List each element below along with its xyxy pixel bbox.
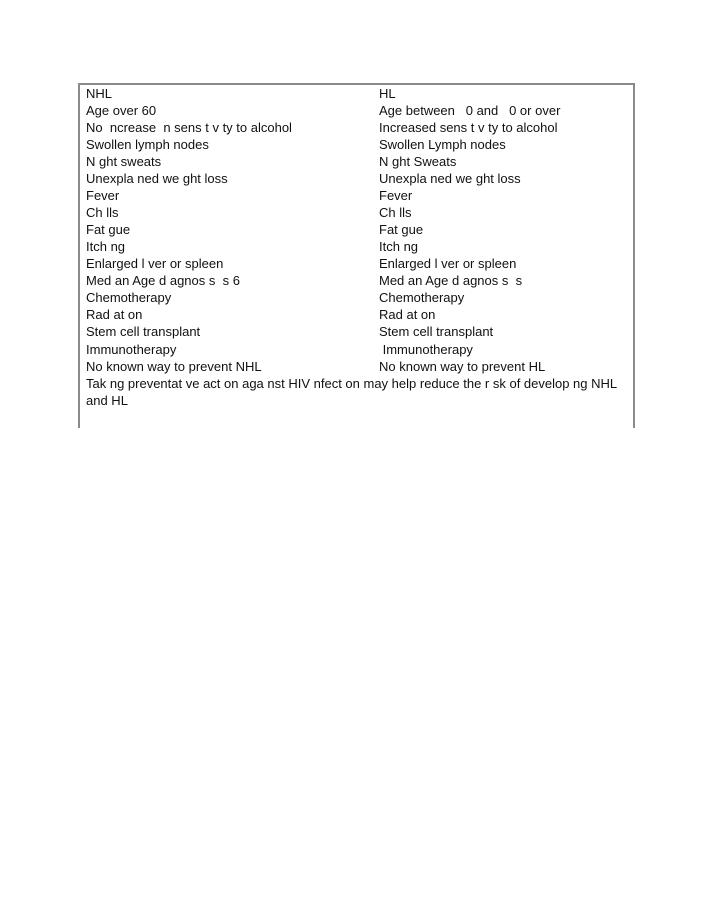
hl-cell: Itch ng — [379, 239, 419, 254]
table-row — [80, 85, 633, 102]
comparison-table — [78, 83, 635, 428]
hl-cell: Ch lls — [379, 205, 412, 220]
nhl-cell: Unexpla ned we ght loss — [86, 171, 228, 186]
hl-cell: Age between 0 and 0 or over — [379, 103, 561, 118]
table-row — [80, 102, 633, 119]
nhl-cell: Ch lls — [86, 205, 119, 220]
hl-cell: Fever — [379, 188, 413, 203]
nhl-cell: Age over 60 — [86, 103, 157, 118]
nhl-cell: N ght sweats — [86, 154, 162, 169]
hl-cell: Enlarged l ver or spleen — [379, 256, 517, 271]
hl-cell: Unexpla ned we ght loss — [379, 171, 521, 186]
nhl-cell: Fat gue — [86, 222, 131, 237]
hl-cell: N ght Sweats — [379, 154, 457, 169]
hl-cell: Fat gue — [379, 222, 424, 237]
nhl-cell: NHL — [86, 86, 113, 101]
nhl-cell: Stem cell transplant — [86, 324, 201, 339]
table-row — [80, 306, 633, 323]
table-row — [80, 221, 633, 238]
hl-cell: Immunotherapy — [379, 342, 473, 357]
nhl-cell: Enlarged l ver or spleen — [86, 256, 224, 271]
table-row — [80, 204, 633, 221]
table-row — [80, 119, 633, 136]
nhl-cell: No known way to prevent NHL — [86, 359, 262, 374]
hl-cell: No known way to prevent HL — [379, 359, 546, 374]
table-row — [80, 136, 633, 153]
nhl-cell: Itch ng — [86, 239, 126, 254]
nhl-cell: Med an Age d agnos s s 6 — [86, 273, 240, 288]
hl-cell: Swollen Lymph nodes — [379, 137, 506, 152]
prevention-note: Tak ng preventat ve act on aga nst HIV nfect on may help reduce the r sk of develop ng NHL and HL — [86, 376, 617, 408]
nhl-cell: Immunotherapy — [86, 342, 177, 357]
table-row — [80, 358, 633, 375]
nhl-cell: Swollen lymph nodes — [86, 137, 209, 152]
table-row — [80, 255, 633, 272]
nhl-cell: Chemotherapy — [86, 290, 172, 305]
table-row — [80, 170, 633, 187]
table-row — [80, 289, 633, 306]
table-row — [80, 272, 633, 289]
hl-cell: Stem cell transplant — [379, 324, 494, 339]
hl-cell: HL — [379, 86, 396, 101]
nhl-cell: No ncrease n sens t v ty to alcohol — [86, 120, 292, 135]
table-row — [80, 341, 633, 358]
table-row — [80, 153, 633, 170]
hl-cell: Chemotherapy — [379, 290, 465, 305]
nhl-cell: Rad at on — [86, 307, 143, 322]
table-row — [80, 187, 633, 204]
hl-cell: Med an Age d agnos s s — [379, 273, 523, 288]
table-row — [80, 238, 633, 255]
nhl-cell: Fever — [86, 188, 120, 203]
table-row — [80, 323, 633, 340]
hl-cell: Rad at on — [379, 307, 436, 322]
hl-cell: Increased sens t v ty to alcohol — [379, 120, 558, 135]
